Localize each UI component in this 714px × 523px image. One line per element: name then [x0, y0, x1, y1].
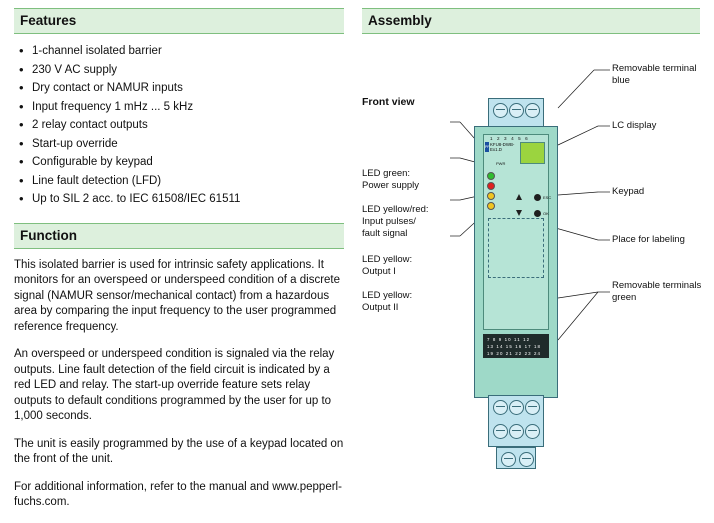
keypad-up-icon[interactable]	[516, 194, 522, 200]
screw-icon	[501, 452, 516, 467]
function-section	[14, 223, 344, 511]
callout-led-yellow-red	[362, 204, 448, 240]
callout-led-yellow-output-1	[362, 254, 448, 278]
list-item: • Dry contact or NAMUR inputs	[14, 80, 344, 98]
keypad-esc-button[interactable]	[534, 194, 541, 201]
callout-terminal-blue-line2: blue	[612, 75, 630, 86]
callout-keypad-line1: Keypad	[612, 186, 645, 197]
callout-led-yellow-red-line2: Input pulses/	[362, 216, 416, 227]
screw-icon	[493, 103, 508, 118]
list-item: • Configurable by keypad	[14, 154, 344, 172]
function-paragraph: For additional information, refer to the manual and www.pepperl-fuchs.com.	[14, 480, 342, 508]
function-paragraph: The unit is easily programmed by the use of a keypad located on the front of the unit.	[14, 437, 344, 465]
callout-removable-terminals-green	[612, 280, 702, 304]
model-line-2: Ex1.D	[490, 147, 502, 153]
callout-terminals-green-line2: green	[612, 292, 637, 303]
list-item: • 2 relay contact outputs	[14, 117, 344, 135]
callout-terminals-green-line1: Removable terminals	[612, 280, 702, 291]
list-item: • Input frequency 1 mHz ... 5 kHz	[14, 99, 344, 117]
callout-led-green-line2: Power supply	[362, 180, 420, 191]
screw-icon	[525, 424, 540, 439]
screw-icon	[493, 424, 508, 439]
terminal-numbers-row: 13 14 15 16 17 18	[487, 344, 542, 349]
screw-icon	[509, 400, 524, 415]
terminal-number-block	[483, 334, 549, 358]
features-header: Features	[14, 8, 344, 34]
lc-display	[520, 142, 545, 164]
terminal-numbers-row: 19 20 21 22 23 24	[487, 351, 542, 356]
function-body	[14, 258, 344, 511]
keypad-esc-label: ESC	[543, 195, 552, 200]
model-line-1: KFU8-DWB-	[490, 142, 515, 147]
list-item: • Line fault detection (LFD)	[14, 173, 344, 191]
place-for-labeling-area	[488, 218, 544, 278]
callout-output2-line1: LED yellow:	[362, 290, 413, 301]
top-terminal-block	[488, 98, 544, 128]
callout-terminal-blue-line1: Removable terminal	[612, 63, 697, 74]
screw-icon	[493, 400, 508, 415]
callout-output1-line2: Output I	[362, 266, 396, 277]
screw-icon	[509, 103, 524, 118]
callout-lc-display-line1: LC display	[612, 120, 657, 131]
function-paragraph: An overspeed or underspeed condition is signaled via the relay outputs. Line fault detection of the field circuit is indicated by a red LED and relay. The start-up override feature sets relay outputs to default conditions programmed by the user for up to 1,000 seconds.	[14, 348, 335, 422]
pin-row-top: 1 2 3 4 5 6	[490, 136, 530, 141]
assembly-diagram	[362, 40, 700, 460]
keypad-ok-label: OK	[543, 211, 549, 216]
led-yellow-output1-icon	[487, 192, 495, 200]
bottom-terminal-block-secondary	[496, 447, 536, 469]
led-green-power-icon	[487, 172, 495, 180]
list-item: • 230 V AC supply	[14, 62, 344, 80]
pwr-label: PWR	[496, 161, 506, 166]
led-red-fault-icon	[487, 182, 495, 190]
screw-icon	[525, 103, 540, 118]
callout-led-green-line1: LED green:	[362, 168, 411, 179]
function-paragraph: This isolated barrier is used for intrinsic safety applications. It monitors for an overspeed or underspeed condition of a discrete signal (NAMUR sensor/mechanical contact) from a hazardous area by comparing the input frequency to the user programmed reference frequency.	[14, 258, 341, 333]
list-item: • Start-up override	[14, 136, 344, 154]
callout-removable-terminal-blue	[612, 63, 702, 87]
callout-lc-display	[612, 120, 702, 132]
callout-output1-line1: LED yellow:	[362, 254, 413, 265]
list-item: • Up to SIL 2 acc. to IEC 61508/IEC 61511	[14, 191, 344, 209]
callout-led-yellow-red-line1: LED yellow/red:	[362, 204, 429, 215]
terminal-numbers-row: 7 8 9 10 11 12	[487, 337, 531, 342]
callout-labeling-line1: Place for labeling	[612, 234, 685, 245]
led-yellow-output2-icon	[487, 202, 495, 210]
screw-icon	[519, 452, 534, 467]
features-list	[14, 43, 344, 209]
manufacturer-logo: PF	[485, 142, 489, 152]
assembly-header: Assembly	[362, 8, 700, 34]
bottom-terminal-block	[488, 395, 544, 447]
callout-place-for-labeling	[612, 234, 702, 246]
left-column	[14, 8, 344, 523]
callout-led-yellow-red-line3: fault signal	[362, 228, 408, 239]
model-label	[490, 142, 514, 152]
right-column	[362, 8, 700, 460]
keypad-ok-button[interactable]	[534, 210, 541, 217]
function-header: Function	[14, 223, 344, 249]
front-view-label: Front view	[362, 96, 415, 108]
screw-icon	[525, 400, 540, 415]
list-item: • 1-channel isolated barrier	[14, 43, 344, 61]
callout-led-green	[362, 168, 448, 192]
screw-icon	[509, 424, 524, 439]
callout-keypad	[612, 186, 702, 198]
keypad-down-icon[interactable]	[516, 210, 522, 216]
callout-led-yellow-output-2	[362, 290, 448, 314]
callout-output2-line2: Output II	[362, 302, 399, 313]
